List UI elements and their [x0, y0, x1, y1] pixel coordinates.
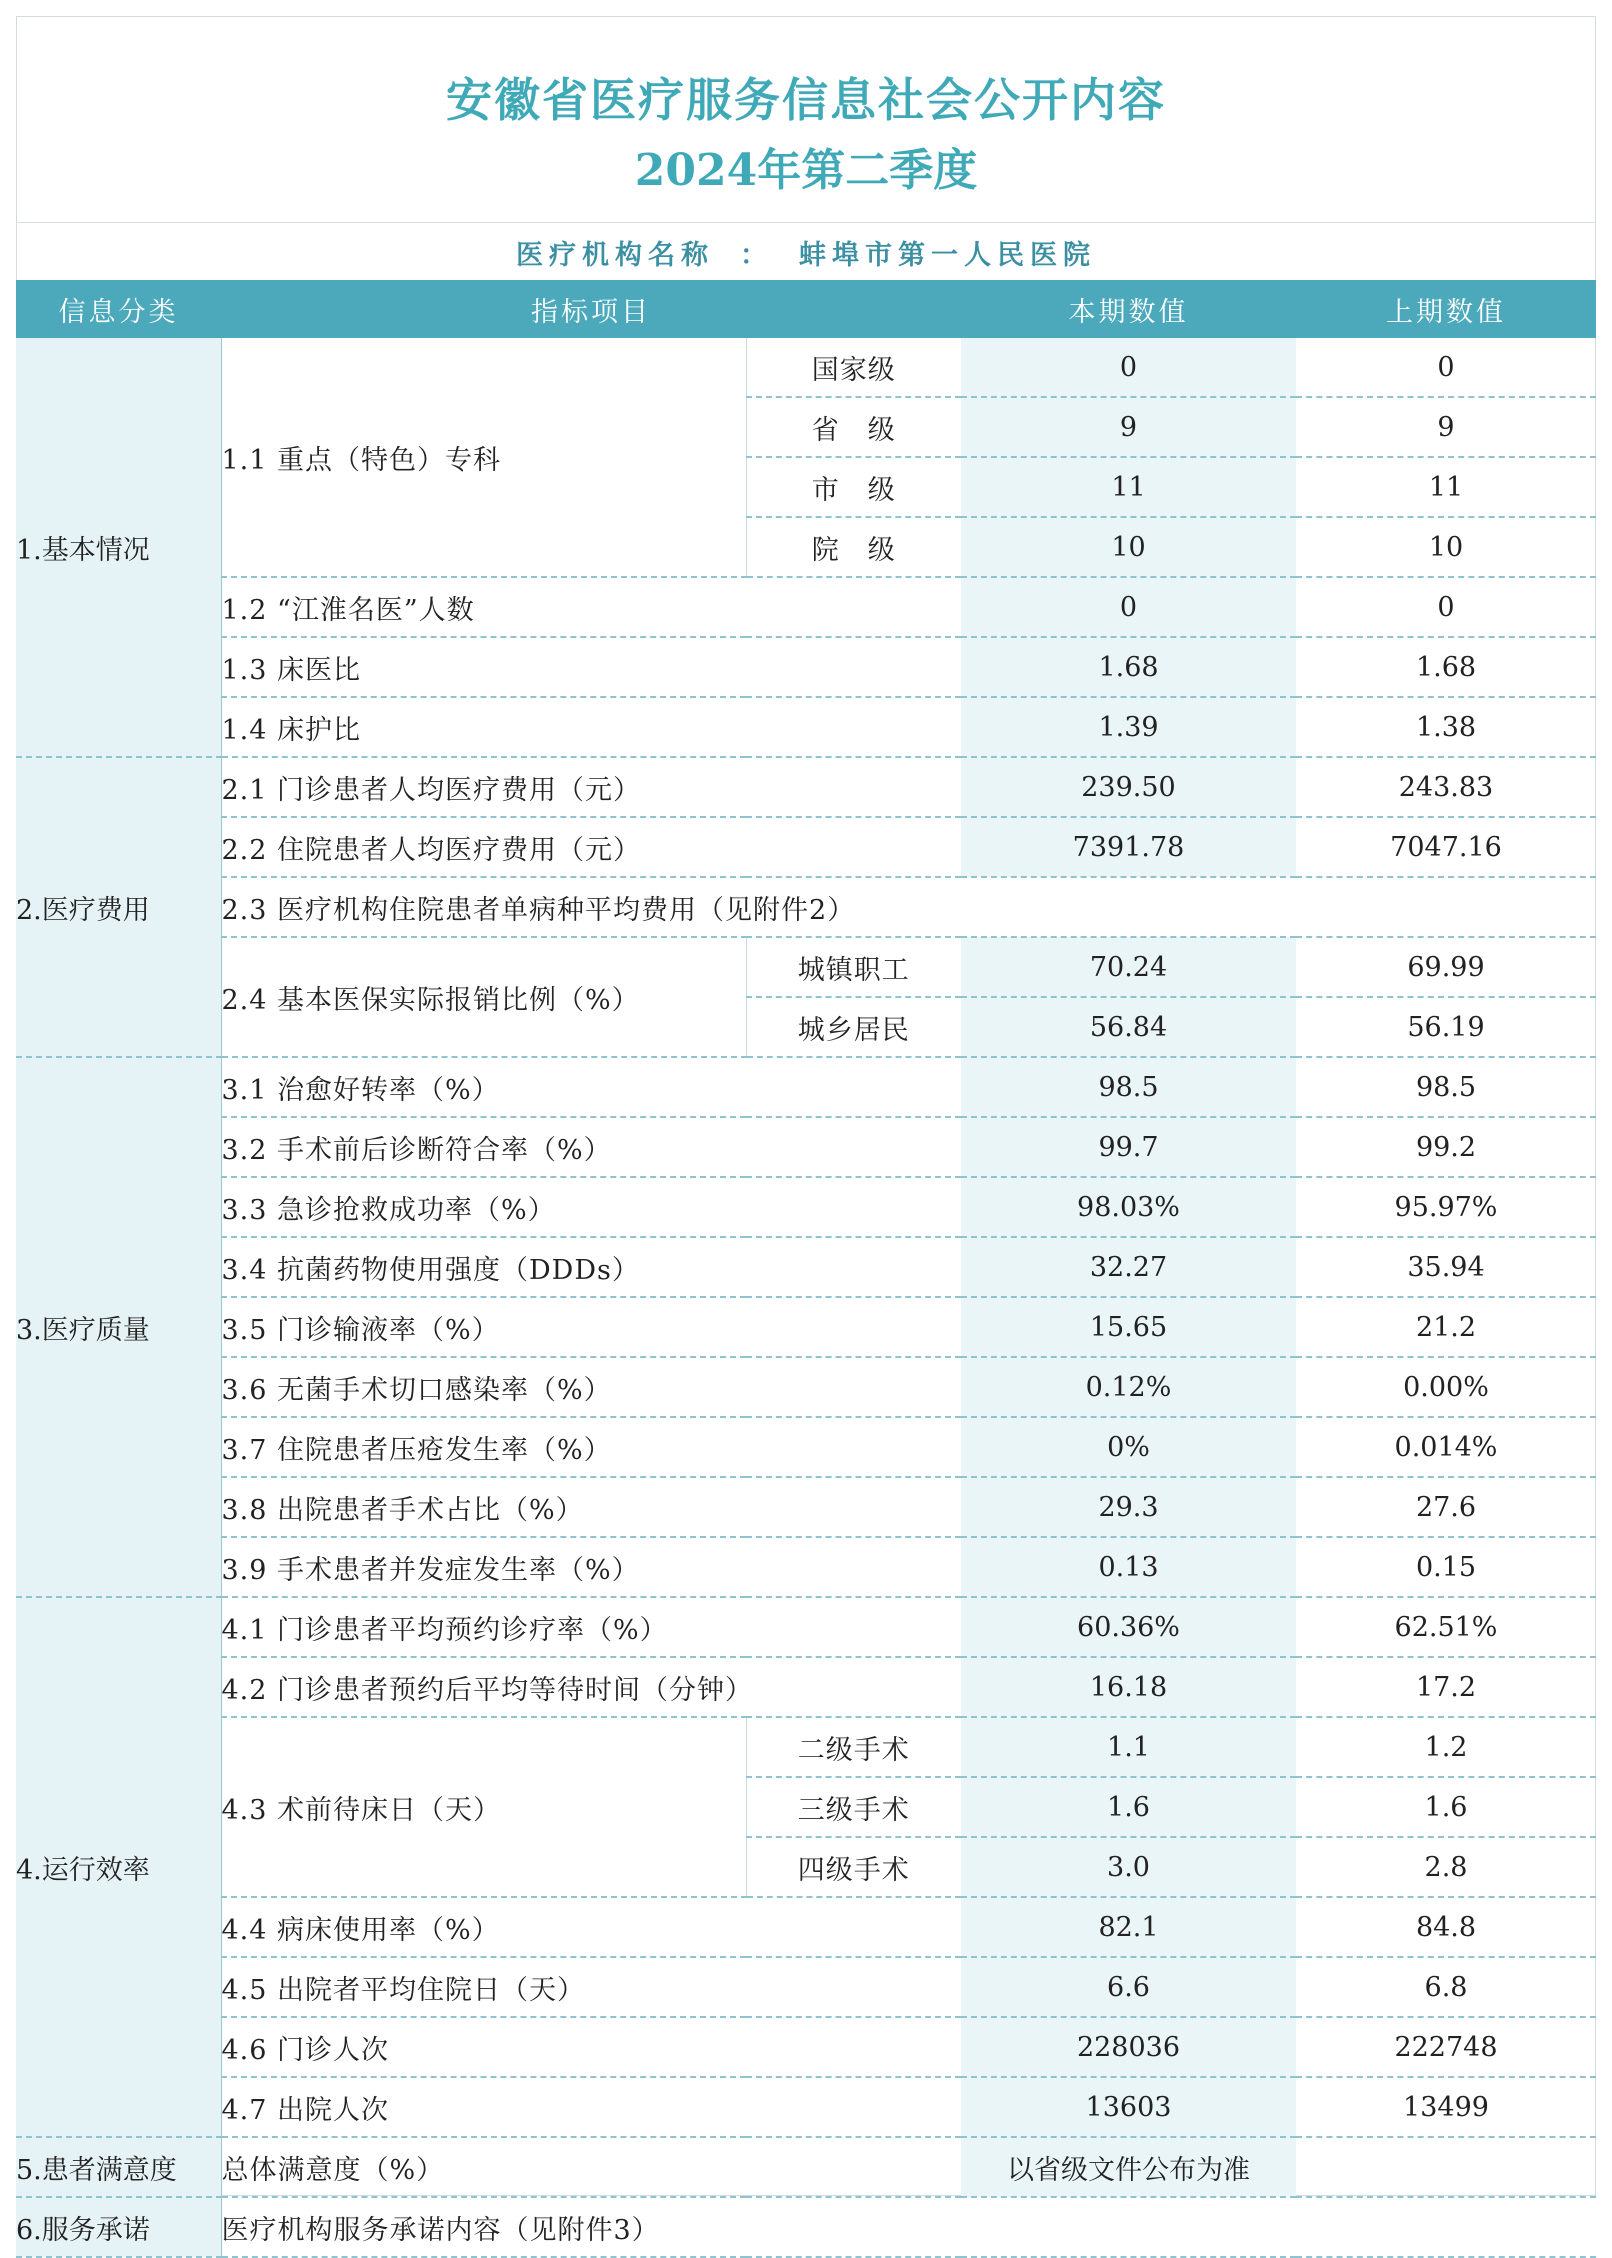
- row-label: 总体满意度（%）: [221, 2137, 961, 2197]
- current-value: 7391.78: [961, 817, 1296, 877]
- row-label: 2.4 基本医保实际报销比例（%）: [221, 937, 746, 1057]
- row-label: 3.7 住院患者压疮发生率（%）: [221, 1417, 961, 1477]
- table-row: [16, 817, 1596, 877]
- table-row: [16, 2197, 1596, 2257]
- current-value: 以省级文件公布为准: [961, 2137, 1296, 2197]
- previous-value: 62.51%: [1296, 1597, 1596, 1657]
- current-value: 0: [961, 338, 1296, 397]
- table-row: [16, 1597, 1596, 1657]
- category-quality: 3.医疗质量: [16, 1057, 221, 1597]
- previous-value: 243.83: [1296, 757, 1596, 817]
- previous-value: 35.94: [1296, 1237, 1596, 1297]
- indicator-table: [16, 280, 1596, 2258]
- current-value: 15.65: [961, 1297, 1296, 1357]
- previous-value: 0.00%: [1296, 1357, 1596, 1417]
- current-value: 98.03%: [961, 1177, 1296, 1237]
- row-label: 4.1 门诊患者平均预约诊疗率（%）: [221, 1597, 961, 1657]
- category-satisfaction: 5.患者满意度: [16, 2137, 221, 2197]
- current-value: 99.7: [961, 1117, 1296, 1177]
- current-value: 98.5: [961, 1057, 1296, 1117]
- previous-value: 69.99: [1296, 937, 1596, 997]
- row-label: 3.9 手术患者并发症发生率（%）: [221, 1537, 961, 1597]
- current-value: 1.39: [961, 697, 1296, 757]
- current-value: 0: [961, 577, 1296, 637]
- category-basic: 1.基本情况: [16, 338, 221, 757]
- table-row: [16, 637, 1596, 697]
- row-label: 3.5 门诊输液率（%）: [221, 1297, 961, 1357]
- header-current: 本期数值: [961, 280, 1296, 338]
- current-value: 11: [961, 457, 1296, 517]
- row-label: 1.3 床医比: [221, 637, 961, 697]
- row-label: 1.4 床护比: [221, 697, 961, 757]
- row-label: 4.6 门诊人次: [221, 2017, 961, 2077]
- previous-value: 99.2: [1296, 1117, 1596, 1177]
- current-value: 82.1: [961, 1897, 1296, 1957]
- header-category: 信息分类: [16, 280, 221, 338]
- sub-label: 城乡居民: [746, 997, 961, 1057]
- previous-value: 222748: [1296, 2017, 1596, 2077]
- previous-value: 7047.16: [1296, 817, 1596, 877]
- previous-value: 98.5: [1296, 1057, 1596, 1117]
- current-value: 9: [961, 397, 1296, 457]
- sub-label: 市 级: [746, 457, 961, 517]
- table-row: [16, 1897, 1596, 1957]
- sub-label: 四级手术: [746, 1837, 961, 1897]
- table-row: [16, 1957, 1596, 2017]
- row-label: 2.2 住院患者人均医疗费用（元）: [221, 817, 961, 877]
- row-label: 3.1 治愈好转率（%）: [221, 1057, 961, 1117]
- table-header-row: [16, 280, 1596, 338]
- table-row: [16, 757, 1596, 817]
- current-value: 0.13: [961, 1537, 1296, 1597]
- table-row: [16, 1117, 1596, 1177]
- category-efficiency: 4.运行效率: [16, 1597, 221, 2137]
- category-cost: 2.医疗费用: [16, 757, 221, 1057]
- table-row: [16, 1537, 1596, 1597]
- table-row: [16, 1057, 1596, 1117]
- previous-value: 1.2: [1296, 1717, 1596, 1777]
- current-value: 70.24: [961, 937, 1296, 997]
- previous-value: 1.68: [1296, 637, 1596, 697]
- header-previous: 上期数值: [1296, 280, 1596, 338]
- row-label: 3.8 出院患者手术占比（%）: [221, 1477, 961, 1537]
- row-label: 2.3 医疗机构住院患者单病种平均费用（见附件2）: [221, 877, 1596, 937]
- row-label: 3.3 急诊抢救成功率（%）: [221, 1177, 961, 1237]
- previous-value: 1.6: [1296, 1777, 1596, 1837]
- current-value: 239.50: [961, 757, 1296, 817]
- previous-value: 0: [1296, 577, 1596, 637]
- current-value: 0.12%: [961, 1357, 1296, 1417]
- previous-value: 10: [1296, 517, 1596, 577]
- title-line-2: 2024年第二季度: [634, 145, 978, 196]
- header-item: 指标项目: [221, 280, 961, 338]
- row-label: 4.4 病床使用率（%）: [221, 1897, 961, 1957]
- table-row: [16, 877, 1596, 937]
- row-label: 4.7 出院人次: [221, 2077, 961, 2137]
- current-value: 3.0: [961, 1837, 1296, 1897]
- row-label: 2.1 门诊患者人均医疗费用（元）: [221, 757, 961, 817]
- table-row: [16, 1717, 1596, 1777]
- table-row: [16, 1237, 1596, 1297]
- previous-value: 0.15: [1296, 1537, 1596, 1597]
- current-value: 16.18: [961, 1657, 1296, 1717]
- sub-label: 三级手术: [746, 1777, 961, 1837]
- current-value: 29.3: [961, 1477, 1296, 1537]
- previous-value: 21.2: [1296, 1297, 1596, 1357]
- previous-value: 27.6: [1296, 1477, 1596, 1537]
- current-value: 228036: [961, 2017, 1296, 2077]
- sub-label: 二级手术: [746, 1717, 961, 1777]
- previous-value: 17.2: [1296, 1657, 1596, 1717]
- row-label: 4.3 术前待床日（天）: [221, 1717, 746, 1897]
- current-value: 6.6: [961, 1957, 1296, 2017]
- previous-value: 84.8: [1296, 1897, 1596, 1957]
- table-row: [16, 1477, 1596, 1537]
- table-row: [16, 1657, 1596, 1717]
- table-row: [16, 2137, 1596, 2197]
- table-row: [16, 1297, 1596, 1357]
- row-label: 3.4 抗菌药物使用强度（DDDs）: [221, 1237, 961, 1297]
- previous-value: 13499: [1296, 2077, 1596, 2137]
- current-value: 60.36%: [961, 1597, 1296, 1657]
- row-label: 4.5 出院者平均住院日（天）: [221, 1957, 961, 2017]
- table-row: [16, 937, 1596, 997]
- table-row: [16, 2017, 1596, 2077]
- sub-label: 国家级: [746, 338, 961, 397]
- current-value: 0%: [961, 1417, 1296, 1477]
- table-row: [16, 1357, 1596, 1417]
- current-value: 1.6: [961, 1777, 1296, 1837]
- row-label: 3.6 无菌手术切口感染率（%）: [221, 1357, 961, 1417]
- sub-label: 城镇职工: [746, 937, 961, 997]
- row-label: 4.2 门诊患者预约后平均等待时间（分钟）: [221, 1657, 961, 1717]
- institution-name: 蚌埠市第一人民医院: [799, 239, 1096, 271]
- current-value: 10: [961, 517, 1296, 577]
- previous-value: 1.38: [1296, 697, 1596, 757]
- row-label: 1.1 重点（特色）专科: [221, 338, 746, 577]
- table-row: [16, 577, 1596, 637]
- previous-value: [1296, 2137, 1596, 2197]
- current-value: 1.1: [961, 1717, 1296, 1777]
- current-value: 56.84: [961, 997, 1296, 1057]
- category-commitment: 6.服务承诺: [16, 2197, 221, 2257]
- previous-value: 9: [1296, 397, 1596, 457]
- previous-value: 11: [1296, 457, 1596, 517]
- previous-value: 6.8: [1296, 1957, 1596, 2017]
- previous-value: 2.8: [1296, 1837, 1596, 1897]
- current-value: 13603: [961, 2077, 1296, 2137]
- previous-value: 95.97%: [1296, 1177, 1596, 1237]
- current-value: 1.68: [961, 637, 1296, 697]
- institution-name-row: [16, 222, 1596, 281]
- row-label: 医疗机构服务承诺内容（见附件3）: [221, 2197, 1596, 2257]
- current-value: 32.27: [961, 1237, 1296, 1297]
- table-row: [16, 2077, 1596, 2137]
- table-row: [16, 1417, 1596, 1477]
- previous-value: 0: [1296, 338, 1596, 397]
- previous-value: 0.014%: [1296, 1417, 1596, 1477]
- row-label: 1.2 “江淮名医”人数: [221, 577, 961, 637]
- table-row: [16, 338, 1596, 397]
- previous-value: 56.19: [1296, 997, 1596, 1057]
- institution-label: 医疗机构名称: [516, 239, 714, 271]
- table-row: [16, 697, 1596, 757]
- title-line-1: 安徽省医疗服务信息社会公开内容: [446, 73, 1166, 127]
- institution-separator: ：: [740, 239, 773, 271]
- row-label: 3.2 手术前后诊断符合率（%）: [221, 1117, 961, 1177]
- table-row: [16, 1177, 1596, 1237]
- sub-label: 院 级: [746, 517, 961, 577]
- page-title: [16, 16, 1596, 222]
- sub-label: 省 级: [746, 397, 961, 457]
